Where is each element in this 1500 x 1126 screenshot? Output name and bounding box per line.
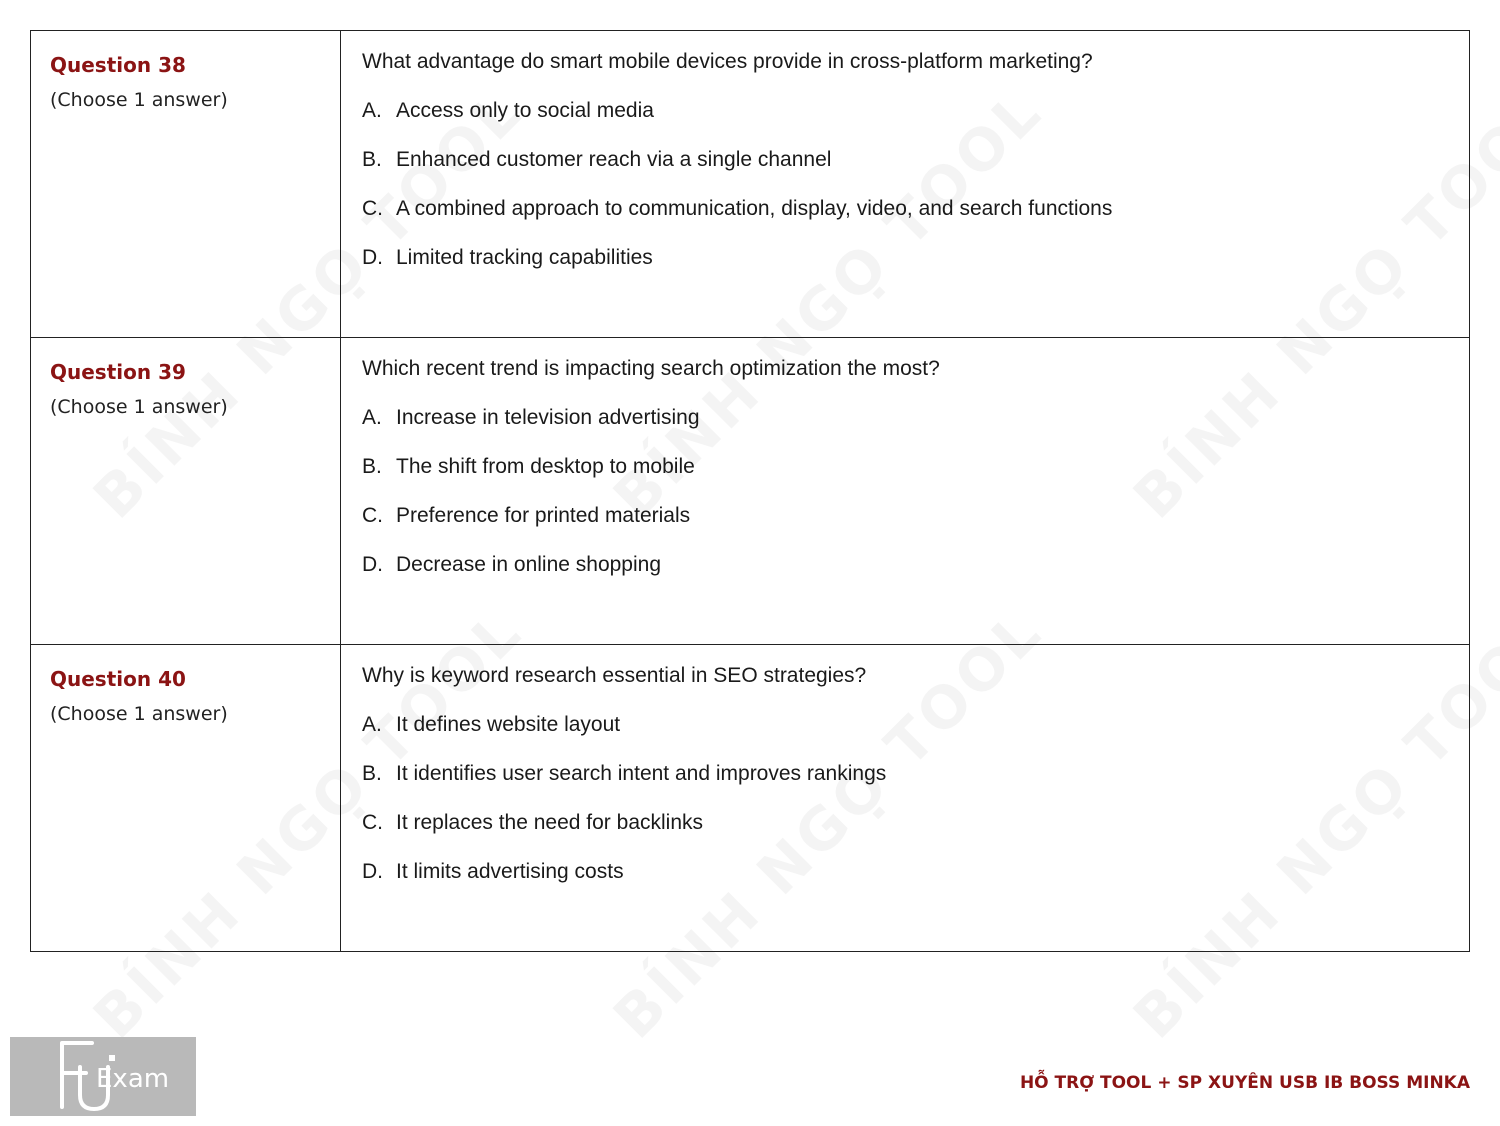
answer-option-c[interactable] (362, 810, 1469, 835)
option-text: Limited tracking capabilities (396, 246, 653, 269)
option-letter: B. (362, 762, 382, 785)
question-meta-cell (31, 31, 341, 338)
option-letter: B. (362, 455, 382, 478)
option-text: It limits advertising costs (396, 860, 624, 883)
option-text: A combined approach to communication, display, video, and search functions (396, 197, 1113, 220)
question-body-cell (341, 31, 1470, 338)
answer-option-d[interactable] (362, 552, 1469, 577)
option-letter: D. (362, 860, 383, 883)
answer-option-b[interactable] (362, 147, 1469, 172)
fu-exam-logo (10, 1037, 196, 1116)
option-text: Access only to social media (396, 99, 654, 122)
option-text: It replaces the need for backlinks (396, 811, 704, 834)
question-row (31, 31, 1470, 338)
footer-promo-text: HỖ TRỢ TOOL + SP XUYÊN USB IB BOSS MINKA (1019, 1073, 1470, 1093)
question-meta-cell (31, 645, 341, 952)
option-letter: A. (362, 99, 382, 122)
option-letter: A. (362, 713, 382, 736)
question-text: Why is keyword research essential in SEO strategies? (362, 664, 867, 687)
answer-option-a[interactable] (362, 712, 1469, 737)
option-text: It defines website layout (396, 713, 621, 736)
question-row (31, 338, 1470, 645)
answer-option-c[interactable] (362, 503, 1469, 528)
question-instruction: (Choose 1 answer) (50, 89, 228, 111)
option-letter: D. (362, 553, 383, 576)
answer-option-b[interactable] (362, 761, 1469, 786)
option-letter: C. (362, 504, 383, 527)
option-text: Increase in television advertising (396, 406, 700, 429)
logo-text: Exam (96, 1064, 170, 1094)
answer-option-d[interactable] (362, 859, 1469, 884)
answer-option-a[interactable] (362, 405, 1469, 430)
option-text: Preference for printed materials (396, 504, 691, 527)
question-instruction: (Choose 1 answer) (50, 396, 228, 418)
option-text: Enhanced customer reach via a single channel (396, 148, 832, 171)
option-letter: C. (362, 197, 383, 220)
option-text: It identifies user search intent and improves rankings (396, 762, 887, 785)
question-text: What advantage do smart mobile devices provide in cross-platform marketing? (362, 50, 1093, 73)
option-letter: B. (362, 148, 382, 171)
question-instruction: (Choose 1 answer) (50, 703, 228, 725)
question-body-cell (341, 338, 1470, 645)
question-text: Which recent trend is impacting search optimization the most? (362, 357, 940, 380)
question-title: Question 40 (50, 667, 186, 691)
answer-option-d[interactable] (362, 245, 1469, 270)
question-table (30, 30, 1470, 952)
answer-option-a[interactable] (362, 98, 1469, 123)
question-title: Question 39 (50, 360, 186, 384)
option-letter: A. (362, 406, 382, 429)
question-title: Question 38 (50, 53, 186, 77)
option-letter: D. (362, 246, 383, 269)
answer-option-c[interactable] (362, 196, 1469, 221)
question-body-cell (341, 645, 1470, 952)
option-text: The shift from desktop to mobile (396, 455, 695, 478)
option-letter: C. (362, 811, 383, 834)
option-text: Decrease in online shopping (396, 553, 662, 576)
fu-logo-icon (10, 1037, 196, 1116)
question-meta-cell (31, 338, 341, 645)
question-row (31, 645, 1470, 952)
answer-option-b[interactable] (362, 454, 1469, 479)
